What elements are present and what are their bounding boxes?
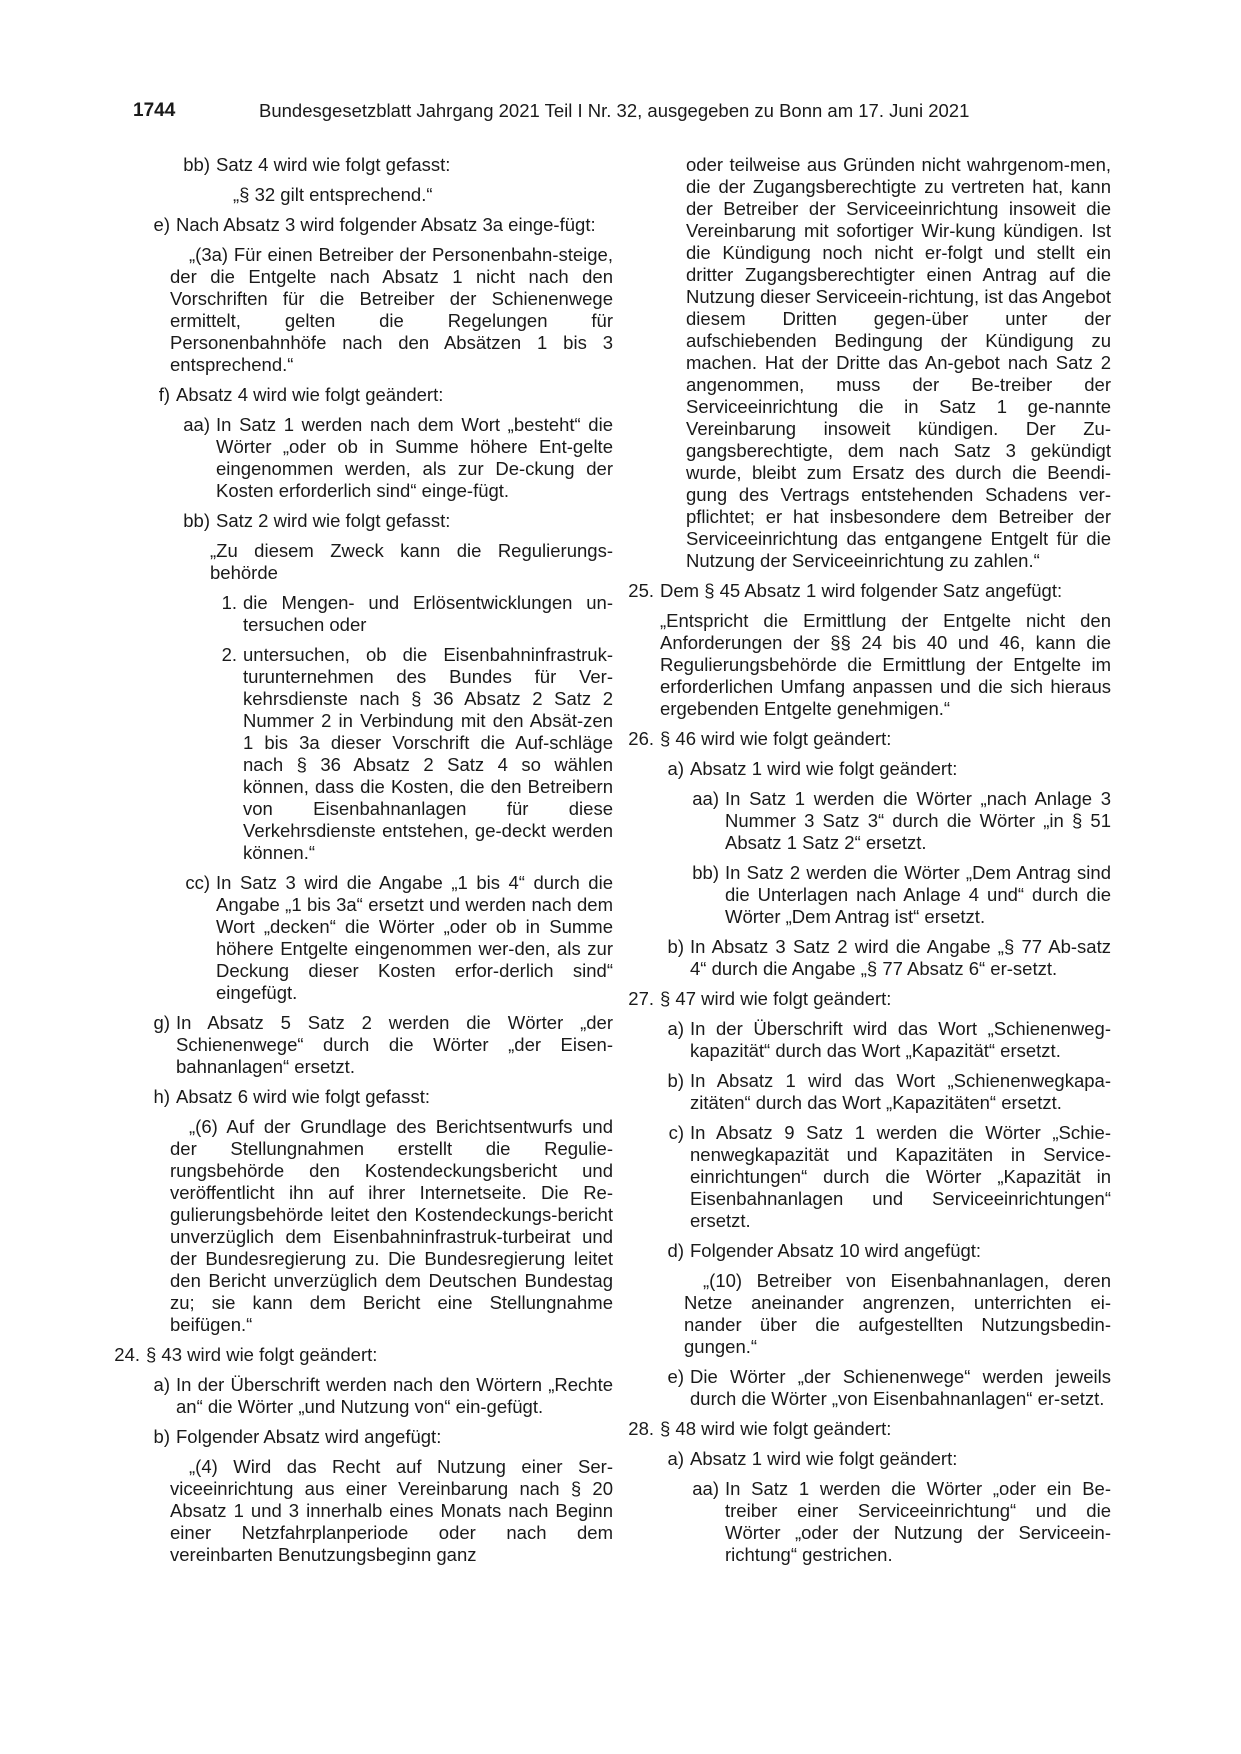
item-label: h) bbox=[153, 1086, 170, 1107]
item-text: In Satz 1 werden die Wörter „nach Anlage 3 Nummer 3 Satz 3“ durch die Wörter „in § 51 Absatz 1 Satz 2“ ersetzt. bbox=[725, 788, 1111, 853]
list-item bbox=[627, 580, 1111, 602]
item-text: In Satz 2 werden die Wörter „Dem Antrag sind die Unterlagen nach Anlage 4 und“ durch die Wörter „Dem Antrag ist“ ersetzt. bbox=[725, 862, 1111, 927]
item-label: a) bbox=[153, 1374, 170, 1395]
item-label: aa) bbox=[183, 414, 210, 435]
quoted-text: „Entspricht die Ermittlung der Entgelte nicht den Anforderungen der §§ 24 bis 40 und 46, kann die Regulierungsbehörde die Ermittlung der Entgelte im erforderlichen Umfang anpassen und die sich hieraus ergebenden Entgelte genehmigen.“ bbox=[660, 610, 1111, 719]
right-column bbox=[628, 154, 1111, 1574]
list-item bbox=[657, 758, 1111, 780]
item-text: untersuchen, ob die Eisenbahninfrastruk-turunternehmen des Bundes für Ver-kehrsdienste nach § 36 Absatz 2 Satz 2 Nummer 2 in Verbindung mit den Absät-zen 1 bis 3a dieser Vorschrift die Auf-schläge nach § 36 Absatz 2 Satz 4 so wählen können, dass die Kosten, die den Betreibern von Eisenbahnanlagen für diese Verkehrsdienste entstehen, ge-deckt werden können.“ bbox=[243, 644, 613, 863]
list-item bbox=[143, 1086, 613, 1108]
item-label: bb) bbox=[692, 862, 719, 883]
item-text: In Satz 1 werden die Wörter „oder ein Be-treiber einer Serviceeinrichtung“ und die Wörter „oder der Nutzung der Serviceein-richtung“ gestrichen. bbox=[725, 1478, 1111, 1565]
list-item bbox=[657, 1240, 1111, 1262]
item-label: f) bbox=[158, 384, 170, 405]
list-item bbox=[143, 1374, 613, 1418]
item-label: d) bbox=[667, 1240, 684, 1261]
list-item bbox=[627, 1418, 1111, 1440]
list-item bbox=[178, 414, 613, 502]
list-item bbox=[143, 214, 613, 236]
list-item bbox=[657, 1122, 1111, 1232]
item-text: In Absatz 1 wird das Wort „Schienenwegkapa-zitäten“ durch das Wort „Kapazitäten“ ersetzt. bbox=[690, 1070, 1111, 1113]
journal-title: Bundesgesetzblatt Jahrgang 2021 Teil I Nr. 32, ausgegeben zu Bonn am 17. Juni 2021 bbox=[259, 100, 970, 121]
item-text: In Satz 3 wird die Angabe „1 bis 4“ durch die Angabe „1 bis 3a“ ersetzt und werden nach dem Wort „decken“ die Wörter „oder ob in Summe höhere Entgelte eingenommen wer-den, als zur Deckung dieser Kosten erfor-derlich sind“ eingefügt. bbox=[216, 872, 613, 1003]
item-text: In Satz 1 werden nach dem Wort „besteht“ die Wörter „oder ob in Summe höhere Ent-gelte eingenommen werden, als zur De-ckung der Kosten erforderlich sind“ einge-fügt. bbox=[216, 414, 613, 501]
list-item bbox=[627, 988, 1111, 1010]
quoted-text: „(10) Betreiber von Eisenbahnanlagen, deren Netze aneinander angrenzen, unterrichten ei-nander über die aufgestellten Nutzungsbedin-gungen.“ bbox=[684, 1270, 1111, 1357]
page-number: 1744 bbox=[133, 100, 176, 121]
quoted-text: „Zu diesem Zweck kann die Regulierungs-behörde bbox=[210, 540, 613, 583]
item-label: a) bbox=[667, 758, 684, 779]
list-item bbox=[657, 1070, 1111, 1114]
list-item bbox=[657, 936, 1111, 980]
item-label: 26. bbox=[628, 728, 654, 749]
item-text: Satz 2 wird wie folgt gefasst: bbox=[216, 510, 451, 531]
continued-quote: oder teilweise aus Gründen nicht wahrgenom-men, die der Zugangsberechtigte zu vertreten hat, kann der Betreiber der Serviceeinrichtung insoweit die Vereinbarung mit sofortiger Wir-kung kündigen. Ist die Kündigung noch nicht er-folgt und stellt ein dritter Zugangsberechtigter einen Antrag auf die Nutzung dieser Serviceein-richtung, ist das Angebot diesem Dritten gegen-über unter der aufschiebenden Bedingung der Kündigung zu machen. Hat der Dritte das An-gebot nach Satz 2 angenommen, muss der Be-treiber der Serviceeinrichtung die in Satz 1 ge-nannte Vereinbarung insoweit kündigen. Der Zu-gangsberechtigte, dem nach Satz 3 gekündigt wurde, bleibt zum Ersatz des durch die Beendi-gung des Vertrags entstehenden Schadens ver-pflichtet; er hat insbesondere dem Betreiber der Serviceeinrichtung das entgangene Entgelt für die Nutzung der Serviceeinrichtung zu zahlen.“ bbox=[686, 154, 1111, 571]
item-label: 24. bbox=[114, 1344, 140, 1365]
item-text: Dem § 45 Absatz 1 wird folgender Satz angefügt: bbox=[660, 580, 1063, 601]
item-label: 28. bbox=[628, 1418, 654, 1439]
quoted-text: „(3a) Für einen Betreiber der Personenbahn-steige, der die Entgelte nach Absatz 1 nicht nach den Vorschriften für die Betreiber der Schienenwege ermittelt, gelten die Regelungen für Personenbahnhöfe nach den Absätzen 1 bis 3 entsprechend.“ bbox=[170, 244, 613, 375]
item-text: Absatz 1 wird wie folgt geändert: bbox=[690, 1448, 958, 1469]
item-label: aa) bbox=[692, 1478, 719, 1499]
item-label: a) bbox=[667, 1018, 684, 1039]
list-item bbox=[210, 592, 613, 636]
item-text: In der Überschrift werden nach den Wörtern „Rechte an“ die Wörter „und Nutzung von“ ein-gefügt. bbox=[176, 1374, 613, 1417]
list-item bbox=[657, 1366, 1111, 1410]
list-item bbox=[687, 1478, 1111, 1566]
list-item bbox=[627, 728, 1111, 750]
list-item bbox=[178, 154, 613, 176]
list-item bbox=[210, 644, 613, 864]
item-label: b) bbox=[667, 1070, 684, 1091]
list-item bbox=[687, 862, 1111, 928]
quoted-text: „(4) Wird das Recht auf Nutzung einer Ser-viceeinrichtung aus einer Vereinbarung nach § 20 Absatz 1 und 3 innerhalb eines Monats nach Beginn einer Netzfahrplanperiode oder nach dem vereinbarten Benutzungsbeginn ganz bbox=[170, 1456, 613, 1565]
item-text: Nach Absatz 3 wird folgender Absatz 3a einge-fügt: bbox=[176, 214, 596, 235]
item-text: § 43 wird wie folgt geändert: bbox=[146, 1344, 378, 1365]
item-text: Folgender Absatz 10 wird angefügt: bbox=[690, 1240, 982, 1261]
list-item bbox=[113, 1344, 613, 1366]
page-header bbox=[0, 100, 1241, 126]
list-item bbox=[178, 510, 613, 532]
item-label: 1. bbox=[221, 592, 237, 613]
item-text: Satz 4 wird wie folgt gefasst: bbox=[216, 154, 451, 175]
item-text: Die Wörter „der Schienenwege“ werden jeweils durch die Wörter „von Eisenbahnanlagen“ er-setzt. bbox=[690, 1366, 1111, 1409]
left-column bbox=[114, 154, 613, 1574]
list-item bbox=[687, 788, 1111, 854]
item-label: 27. bbox=[628, 988, 654, 1009]
item-text: Absatz 1 wird wie folgt geändert: bbox=[690, 758, 958, 779]
list-item bbox=[657, 1448, 1111, 1470]
item-text: Absatz 4 wird wie folgt geändert: bbox=[176, 384, 444, 405]
list-item bbox=[657, 1018, 1111, 1062]
item-label: bb) bbox=[183, 154, 210, 175]
item-text: Absatz 6 wird wie folgt gefasst: bbox=[176, 1086, 430, 1107]
item-text: In der Überschrift wird das Wort „Schienenweg-kapazität“ durch das Wort „Kapazität“ ersetzt. bbox=[690, 1018, 1111, 1061]
item-label: b) bbox=[153, 1426, 170, 1447]
item-label: 2. bbox=[221, 644, 237, 665]
item-text: § 46 wird wie folgt geändert: bbox=[660, 728, 892, 749]
quoted-text: „(6) Auf der Grundlage des Berichtsentwurfs und der Stellungnahmen erstellt die Regulie-rungsbehörde den Kostendeckungsbericht und veröffentlicht ihn auf ihrer Internetseite. Die Re-gulierungsbehörde leitet den Kostendeckungs-bericht unverzüglich dem Eisenbahninfrastruk-turbeirat und der Bundesregierung zu. Die Bundesregierung leitet den Bericht unverzüglich dem Deutschen Bundestag zu; sie kann dem Bericht eine Stellungnahme beifügen.“ bbox=[170, 1116, 613, 1335]
item-text: In Absatz 3 Satz 2 wird die Angabe „§ 77 Ab-satz 4“ durch die Angabe „§ 77 Absatz 6“ er-setzt. bbox=[690, 936, 1111, 979]
quoted-text: „§ 32 gilt entsprechend.“ bbox=[233, 184, 433, 205]
item-text: die Mengen- und Erlösentwicklungen un-tersuchen oder bbox=[243, 592, 613, 635]
item-text: § 47 wird wie folgt geändert: bbox=[660, 988, 892, 1009]
list-item bbox=[178, 872, 613, 1004]
item-label: bb) bbox=[183, 510, 210, 531]
item-text: In Absatz 9 Satz 1 werden die Wörter „Schie-nenwegkapazität und Kapazitäten in Service-einrichtungen“ durch die Wörter „Kapazität in Eisenbahnanlagen und Serviceeinrichtungen“ ersetzt. bbox=[690, 1122, 1111, 1231]
item-text: Folgender Absatz wird angefügt: bbox=[176, 1426, 442, 1447]
item-label: g) bbox=[153, 1012, 170, 1033]
list-item bbox=[143, 1426, 613, 1448]
item-label: 25. bbox=[628, 580, 654, 601]
item-label: c) bbox=[668, 1122, 684, 1143]
item-text: § 48 wird wie folgt geändert: bbox=[660, 1418, 892, 1439]
item-label: cc) bbox=[185, 872, 210, 893]
list-item bbox=[143, 1012, 613, 1078]
item-label: aa) bbox=[692, 788, 719, 809]
item-label: e) bbox=[153, 214, 170, 235]
item-label: e) bbox=[667, 1366, 684, 1387]
list-item bbox=[143, 384, 613, 406]
item-label: a) bbox=[667, 1448, 684, 1469]
item-label: b) bbox=[667, 936, 684, 957]
item-text: In Absatz 5 Satz 2 werden die Wörter „der Schienenwege“ durch die Wörter „der Eisen-bahnanlagen“ ersetzt. bbox=[176, 1012, 613, 1077]
